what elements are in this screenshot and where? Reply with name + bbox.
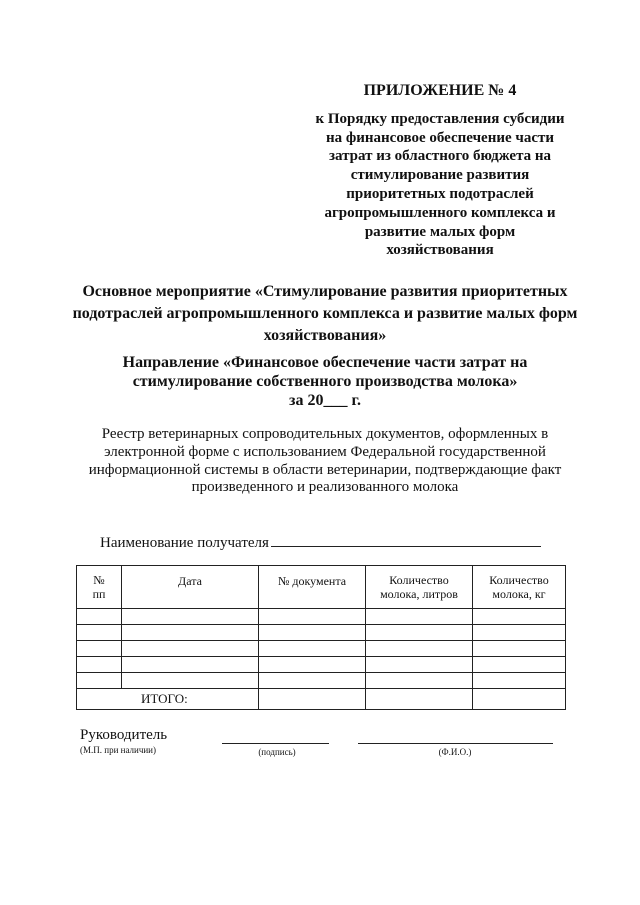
- activity-line: подотраслей агропромышленного комплекса и развитие малых форм: [72, 305, 578, 322]
- col-header-date: Дата: [122, 566, 259, 609]
- direction-year-line: за 20___ г.: [289, 392, 361, 409]
- direction-line: Направление «Финансовое обеспечение части затрат на: [122, 354, 528, 371]
- registry-description: [70, 426, 580, 497]
- col-header-document-number: № документа: [259, 566, 366, 609]
- table-cell[interactable]: [473, 689, 566, 710]
- table-cell[interactable]: [366, 689, 473, 710]
- registry-line: информационной системы в области ветеринарии, подтверждающие факт: [88, 461, 562, 478]
- table-cell[interactable]: [473, 641, 566, 657]
- table-row: [77, 673, 566, 689]
- appendix-line: стимулирование развития: [350, 167, 530, 184]
- col-header-number: № пп: [77, 566, 122, 609]
- table-cell[interactable]: [77, 609, 122, 625]
- table-cell[interactable]: [77, 673, 122, 689]
- table-cell[interactable]: [259, 689, 366, 710]
- appendix-line: развитие малых форм: [364, 223, 516, 240]
- col-header-milk-liters: Количество молока, литров: [366, 566, 473, 609]
- total-label-cell: [77, 689, 259, 710]
- table-cell[interactable]: [259, 673, 366, 689]
- stamp-label: (М.П. при наличии): [80, 745, 156, 755]
- table-header-row: [77, 566, 566, 609]
- table-row: [77, 609, 566, 625]
- signature-label: (подпись): [258, 747, 296, 757]
- recipient-fill-line[interactable]: [271, 532, 541, 547]
- table-cell[interactable]: [122, 641, 259, 657]
- recipient-field: [100, 532, 541, 552]
- full-name-label: (Ф.И.О.): [438, 747, 472, 757]
- table-cell[interactable]: [473, 673, 566, 689]
- table-cell[interactable]: [122, 625, 259, 641]
- table-cell[interactable]: [473, 609, 566, 625]
- table-cell[interactable]: [122, 673, 259, 689]
- table-row: [77, 657, 566, 673]
- table-cell[interactable]: [473, 625, 566, 641]
- recipient-label: Наименование получателя: [100, 535, 269, 551]
- table-cell[interactable]: [77, 641, 122, 657]
- table-cell[interactable]: [366, 625, 473, 641]
- table-cell[interactable]: [259, 657, 366, 673]
- col-header-milk-kg: Количество молока, кг: [473, 566, 566, 609]
- head-label: Руководитель: [80, 727, 168, 743]
- table-cell[interactable]: [122, 657, 259, 673]
- signature-line[interactable]: [222, 743, 329, 744]
- appendix-line: на финансовое обеспечение части: [325, 129, 555, 146]
- appendix-line: приоритетных подотраслей: [346, 185, 534, 202]
- appendix-line: хозяйствования: [386, 242, 494, 259]
- table-cell[interactable]: [77, 625, 122, 641]
- table-cell[interactable]: [259, 641, 366, 657]
- appendix-line: затрат из областного бюджета на: [328, 148, 552, 165]
- appendix-block: [300, 82, 580, 260]
- appendix-line: к Порядку предоставления субсидии: [315, 110, 565, 127]
- direction-line: стимулирование собственного производства молока»: [132, 373, 518, 390]
- main-activity-heading: [60, 281, 590, 347]
- table-cell[interactable]: [473, 657, 566, 673]
- registry-line: электронной форме с использованием Федеральной государственной: [104, 443, 546, 460]
- table-cell[interactable]: [122, 609, 259, 625]
- table-cell[interactable]: [259, 625, 366, 641]
- activity-line: Основное мероприятие «Стимулирование развития приоритетных: [82, 283, 568, 300]
- table-row: [77, 641, 566, 657]
- full-name-line[interactable]: [358, 743, 553, 744]
- activity-line: хозяйствования»: [263, 327, 387, 344]
- table-cell[interactable]: [366, 657, 473, 673]
- direction-heading: [80, 353, 570, 410]
- table-cell[interactable]: [366, 641, 473, 657]
- total-label: ИТОГО:: [141, 691, 188, 706]
- registry-line: произведенного и реализованного молока: [191, 479, 459, 496]
- registry-table: [76, 565, 566, 710]
- table-cell[interactable]: [366, 609, 473, 625]
- table-cell[interactable]: [259, 609, 366, 625]
- table-row: [77, 625, 566, 641]
- appendix-title: ПРИЛОЖЕНИЕ № 4: [363, 82, 517, 99]
- registry-line: Реестр ветеринарных сопроводительных документов, оформленных в: [101, 426, 549, 442]
- table-cell[interactable]: [77, 657, 122, 673]
- table-cell[interactable]: [366, 673, 473, 689]
- table-total-row: [77, 689, 566, 710]
- appendix-line: агропромышленного комплекса и: [324, 204, 556, 221]
